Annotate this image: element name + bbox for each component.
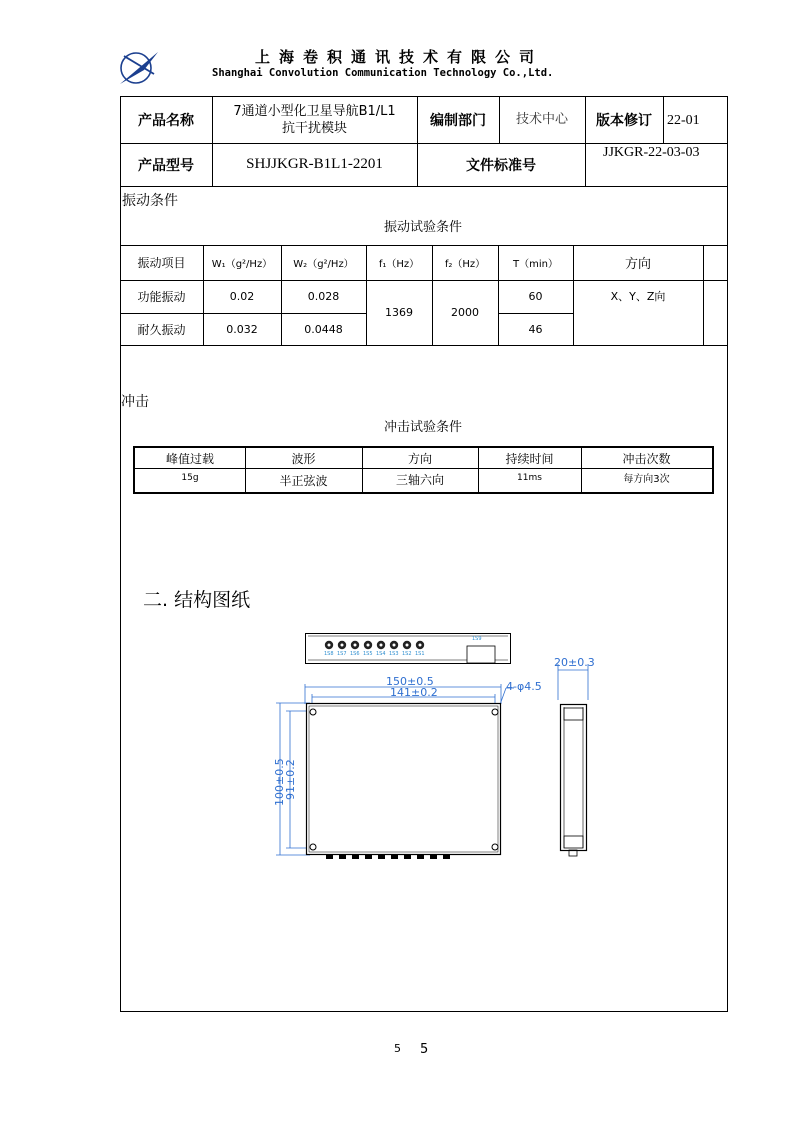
- shock-value-waveform: 半正弦波: [279, 473, 328, 488]
- model-label: 产品型号: [138, 157, 194, 174]
- conn-label-3: 1S6: [350, 651, 360, 657]
- vib-direction-value: X、Y、Z向: [610, 290, 666, 303]
- dim-width-outer: 150±0.5: [386, 675, 434, 688]
- dept-value: 技术中心: [515, 111, 568, 127]
- model-value: SHJJKGR-B1L1-2201: [246, 156, 383, 172]
- company-name-en: Shanghai Convolution Communication Technology Co.,Ltd.: [212, 67, 554, 79]
- product-name-value: [212, 96, 417, 143]
- vib-f2-value: 2000: [451, 306, 479, 319]
- doc-number-value: JJKGR-22-03-03: [603, 145, 700, 160]
- conn-label-6: 1S3: [389, 651, 399, 657]
- vib-row1-w2: 0.028: [307, 290, 340, 303]
- dim-height-outer: 100±0.5: [273, 758, 286, 806]
- vib-row2-w2: 0.0448: [304, 322, 343, 336]
- connector-pin: [339, 854, 346, 859]
- conn-label-8: 1S1: [415, 651, 425, 657]
- connector-pin: [352, 854, 359, 859]
- shock-header-waveform: 波形: [291, 451, 316, 466]
- vib-row1-item: 功能振动: [137, 290, 186, 304]
- shock-value-direction: 三轴六向: [395, 472, 444, 487]
- conn-label-1: 1S8: [324, 651, 334, 657]
- connector-pin: [417, 854, 424, 859]
- vib-header-item: 振动项目: [137, 256, 186, 270]
- page-number-b: 5: [420, 1042, 429, 1057]
- structure-heading: 二. 结构图纸: [143, 589, 251, 611]
- vib-row2-w1: 0.032: [226, 322, 258, 336]
- company-name-cn: 上海卷积通讯技术有限公司: [255, 48, 544, 66]
- product-name-label: 产品名称: [138, 112, 194, 129]
- port-label: 1S9: [472, 636, 482, 642]
- conn-label-2: 1S7: [337, 651, 347, 657]
- front-view-drawing: [270, 670, 530, 866]
- vib-header-w2: W₂（g²/Hz）: [293, 259, 354, 270]
- shock-header-count: 冲击次数: [622, 451, 671, 466]
- shock-value-duration: 11ms: [517, 473, 542, 483]
- connector-pin: [443, 854, 450, 859]
- shock-section-label: 冲击: [121, 394, 149, 410]
- conn-label-5: 1S4: [376, 651, 386, 657]
- shock-header-peak: 峰值过载: [165, 451, 214, 466]
- connector-pin: [365, 854, 372, 859]
- shock-value-peak: 15g: [181, 473, 199, 483]
- company-logo: [118, 44, 160, 88]
- connector-pin: [404, 854, 411, 859]
- vib-header-f2: f₂（Hz）: [444, 259, 486, 270]
- vibration-section-label: 振动条件: [122, 193, 178, 209]
- dept-label: 编制部门: [430, 112, 486, 129]
- connector-pin: [378, 854, 385, 859]
- vib-row2-t: 46: [528, 322, 543, 336]
- rev-value: 22-01: [667, 113, 700, 128]
- dim-width-inner: 141±0.2: [390, 686, 438, 699]
- rev-label: 版本修订: [596, 112, 652, 129]
- connector-labels: [324, 651, 428, 657]
- dim-hole: 4-φ4.5: [506, 680, 542, 693]
- connector-pin: [430, 854, 437, 859]
- side-view-drawing: [552, 660, 594, 860]
- shock-table-title: 冲击试验条件: [384, 420, 463, 435]
- conn-label-7: 1S2: [402, 651, 412, 657]
- vib-f1-value: 1369: [385, 306, 413, 319]
- page-number-a: 5: [394, 1042, 401, 1055]
- dim-thickness: 20±0.3: [554, 656, 595, 669]
- shock-value-count: 每方向3次: [623, 473, 670, 485]
- vib-header-f1: f₁（Hz）: [378, 259, 420, 270]
- conn-label-4: 1S5: [363, 651, 373, 657]
- vib-header-t: T（min）: [513, 259, 558, 270]
- doc-number-label: 文件标准号: [466, 157, 536, 174]
- connector-pin: [326, 854, 333, 859]
- vib-row1-t: 60: [528, 290, 543, 303]
- vib-header-w1: W₁（g²/Hz）: [211, 259, 273, 270]
- shock-header-duration: 持续时间: [505, 451, 554, 466]
- product-name-line2: 抗干扰模块: [281, 120, 347, 136]
- vib-row1-w1: 0.02: [229, 290, 255, 303]
- vib-header-direction: 方向: [624, 257, 651, 272]
- shock-header-direction: 方向: [407, 451, 432, 466]
- vibration-table-title: 振动试验条件: [384, 220, 463, 235]
- connector-pin: [391, 854, 398, 859]
- product-name-line1: 7通道小型化卫星导航B1/L1: [233, 103, 396, 119]
- vib-row2-item: 耐久振动: [137, 322, 186, 337]
- dim-height-inner: 91±0.2: [284, 759, 297, 800]
